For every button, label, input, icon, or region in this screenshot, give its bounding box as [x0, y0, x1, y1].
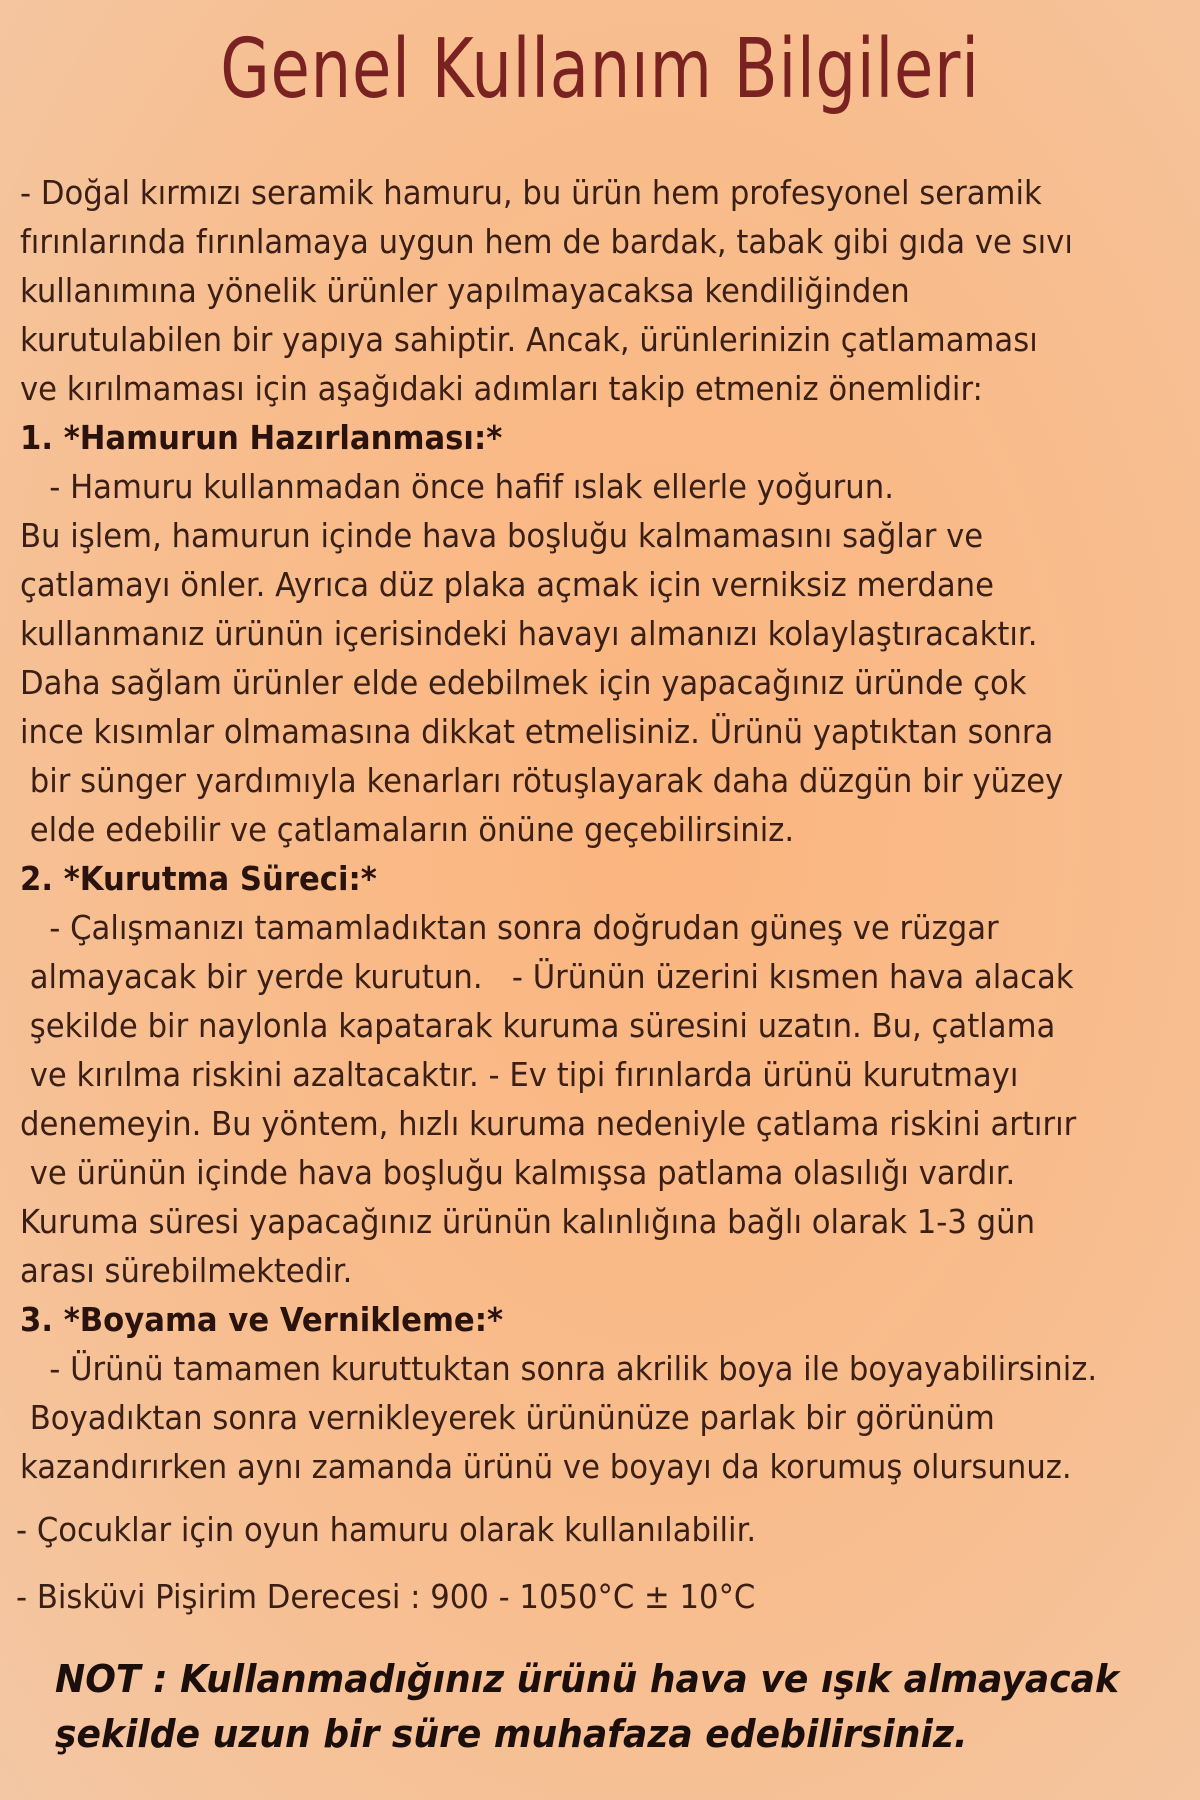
section-line: - Hamuru kullanmadan önce hafif ıslak ellerle yoğurun. [20, 467, 894, 506]
section-line: arası sürebilmektedir. [20, 1251, 353, 1290]
section-heading-boyama: 3. *Boyama ve Vernikleme:* [20, 1300, 504, 1339]
section-heading-kurutma: 2. *Kurutma Süreci:* [20, 859, 377, 898]
section-line: ince kısımlar olmamasına dikkat etmelisiniz. Ürünü yaptıktan sonra [20, 712, 1054, 751]
section-line: Kuruma süresi yapacağınız ürünün kalınlığına bağlı olarak 1-3 gün [20, 1202, 1036, 1241]
section-line: Bu işlem, hamurun içinde hava boşluğu kalmamasını sağlar ve [20, 516, 984, 555]
storage-note [55, 1652, 1175, 1762]
section-line: elde edebilir ve çatlamaların önüne geçebilirsiniz. [20, 810, 795, 849]
section-heading-hazirlama: 1. *Hamurun Hazırlanması:* [20, 418, 503, 457]
extra-line-children: - Çocuklar için oyun hamuru olarak kullanılabilir. [16, 1510, 757, 1549]
section-line: kullanmanız ürünün içerisindeki havayı almanızı kolaylaştıracaktır. [20, 614, 1038, 653]
intro-line: ve kırılmaması için aşağıdaki adımları takip etmeniz önemlidir: [20, 369, 983, 408]
intro-line: - Doğal kırmızı seramik hamuru, bu ürün hem profesyonel seramik [20, 173, 1042, 212]
note-line: NOT : Kullanmadığınız ürünü hava ve ışık almayacak [55, 1657, 1120, 1701]
spacer [20, 1554, 1190, 1572]
section-line: almayacak bir yerde kurutun. - Ürünün üzerini kısmen hava alacak [20, 957, 1074, 996]
section-line: ve kırılma riskini azaltacaktır. - Ev tipi fırınlarda ürünü kurutmayı [20, 1055, 1019, 1094]
intro-line: kurutulabilen bir yapıya sahiptir. Ancak, ürünlerinizin çatlamaması [20, 320, 1038, 359]
extra-line-firing-temp: - Bisküvi Pişirim Derecesi : 900 - 1050°C ± 10°C [16, 1577, 756, 1616]
section-line: kazandırırken aynı zamanda ürünü ve boyayı da korumuş olursunuz. [20, 1447, 1072, 1486]
section-line: - Ürünü tamamen kuruttuktan sonra akrilik boya ile boyayabilirsiniz. [20, 1349, 1098, 1388]
page-title: Genel Kullanım Bilgileri [220, 22, 980, 117]
section-line: çatlamayı önler. Ayrıca düz plaka açmak için verniksiz merdane [20, 565, 994, 604]
note-line: şekilde uzun bir süre muhafaza edebilirsiniz. [55, 1712, 968, 1756]
section-line: bir sünger yardımıyla kenarları rötuşlayarak daha düzgün bir yüzey [20, 761, 1064, 800]
intro-line: kullanımına yönelik ürünler yapılmayacaksa kendiliğinden [20, 271, 910, 310]
section-line: Boyadıktan sonra vernikleyerek ürününüze parlak bir görünüm [20, 1398, 995, 1437]
section-line: - Çalışmanızı tamamladıktan sonra doğrudan güneş ve rüzgar [20, 908, 999, 947]
section-line: Daha sağlam ürünler elde edebilmek için yapacağınız üründe çok [20, 663, 1027, 702]
intro-line: fırınlarında fırınlamaya uygun hem de bardak, tabak gibi gıda ve sıvı [20, 222, 1073, 261]
section-line: şekilde bir naylonla kapatarak kuruma süresini uzatın. Bu, çatlama [20, 1006, 1056, 1045]
section-line: denemeyin. Bu yöntem, hızlı kuruma nedeniyle çatlama riskini artırır [20, 1104, 1077, 1143]
content-body [16, 168, 1190, 1621]
section-line: ve ürünün içinde hava boşluğu kalmışsa patlama olasılığı vardır. [20, 1153, 1016, 1192]
spacer [20, 1491, 1190, 1505]
